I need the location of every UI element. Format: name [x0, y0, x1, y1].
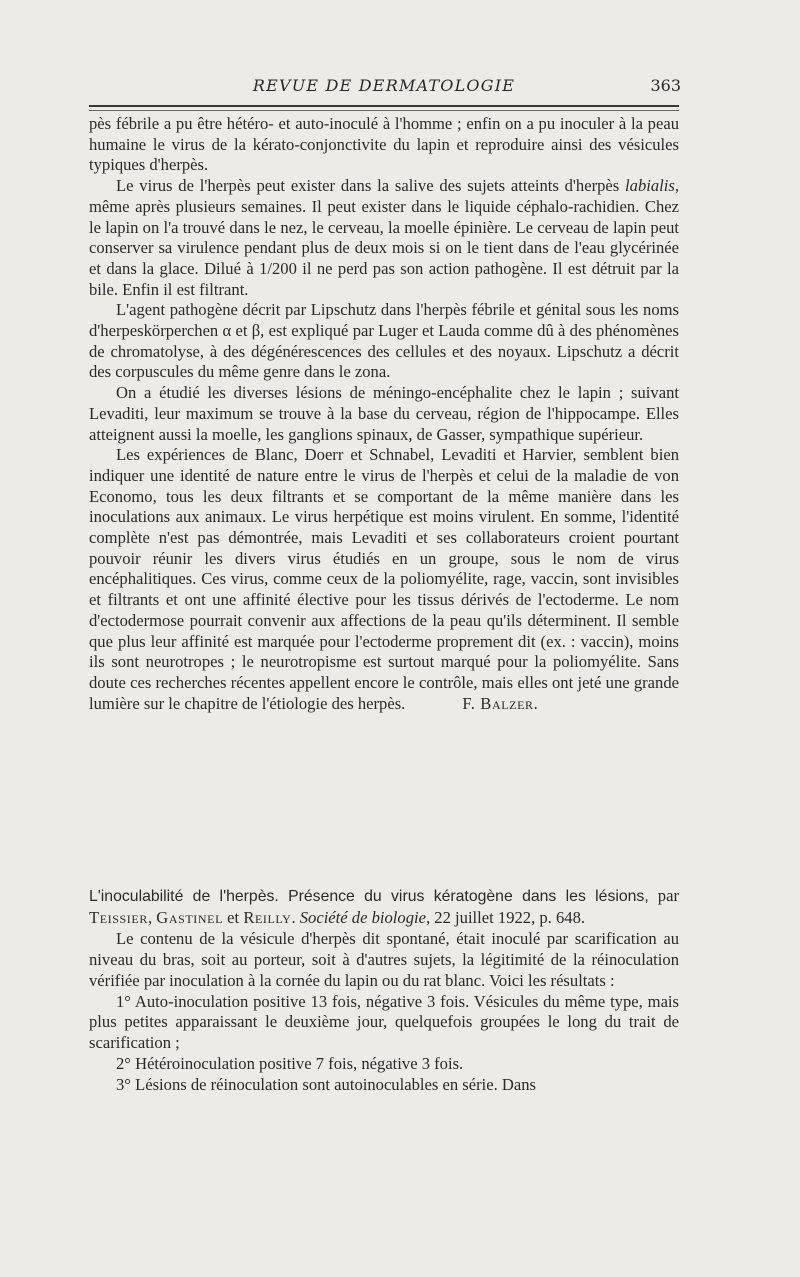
author-name: Gastinel — [156, 907, 224, 927]
article-review — [89, 886, 679, 1096]
text-run: , même après plusieurs semaines. Il peut exister dans le liquide céphalo-rachidien. Chez le lapin on l'a trouvé dans le nez, le cerveau, la moelle épinière. Le cerveau de lapin peut conserver sa virulence pendant plus de deux mois si on le tient dans de l'eau glycérinée et dans la glace. Dilué à 1/200 il ne perd pas son action pathogène. Il est détruit par la bile. Enfin il est filtrant. — [89, 176, 679, 299]
text-run: et — [223, 907, 244, 927]
article-heading: L'inoculabilité de l'herpès. Présence du virus kératogène dans les lésions, par Teissier, Gastinel et Reilly. Société de biologie, 22 juillet 1922, p. 648. — [89, 886, 679, 927]
list-item: 1° Auto-inoculation positive 13 fois, négative 3 fois. Vésicules du même type, mais plus petites apparaissant le deuxième jour, quelquefois groupées le long du trait de scarification ; — [89, 991, 679, 1053]
italic-term: labialis — [625, 176, 675, 196]
page-number: 363 — [650, 76, 681, 95]
paragraph: On a étudié les diverses lésions de méningo-encéphalite chez le lapin ; suivant Levaditi, leur maximum se trouve à la base du cerveau, région de l'hippocampe. Elles atteignent aussi la moelle, les ganglions spinaux, de Gasser, sympathique supérieur. — [89, 383, 679, 444]
review-text — [89, 114, 679, 714]
running-header — [87, 76, 681, 100]
author-name: Reilly — [243, 907, 292, 927]
paragraph: pès fébrile a pu être hétéro- et auto-inoculé à l'homme ; enfin on a pu inoculer à la peau humaine le virus de la kérato-conjonctivite du lapin et reproduire ainsi des vésicules typiques d'herpès. — [89, 114, 679, 175]
article-title: L'inoculabilité de l'herpès. Présence du virus kératogène dans les lésions, — [89, 888, 649, 905]
header-rule — [89, 105, 679, 107]
header-rule-thin — [89, 110, 679, 111]
list-item: 3° Lésions de réinoculation sont autoinoculables en série. Dans — [116, 1075, 536, 1095]
text-run: Les expériences de Blanc, Doerr et Schnabel, Levaditi et Harvier, semblent bien indiquer une identité de nature entre le virus de l'herpès et celui de la maladie de von Economo, tous les deux filtrants et se comportant de la même manière dans les inoculations aux animaux. Le virus herpétique est moins virulent. En somme, l'identité complète n'est pas démontrée, mais Levaditi et ses collaborateurs croient pourtant pouvoir réunir les divers virus étudiés en un groupe, sous le nom de virus encéphalitiques. Ces virus, comme ceux de la poliomyélite, rage, vaccin, sont invisibles et filtrants et ont une affinité élective pour les tissus dérivés de l'ectoderme. Le nom d'ectodermose pourrait convenir aux affections de la peau qu'ils déterminent. Il semble que plus leur affinité est marquée pour l'ectoderme proprement dit (ex. : vaccin), moins ils sont neurotropes ; le neurotropisme est surtout marqué pour la poliomyélite. Sans doute ces recherches récentes appellent encore le contrôle, mais elles ont jeté une grande lumière sur le chapitre de l'étiologie des herpès. — [89, 445, 679, 713]
journal-title: REVUE DE DERMATOLOGIE — [252, 76, 516, 95]
text-run: Le virus de l'herpès peut exister dans la salive des sujets atteints d'herpès — [116, 176, 626, 196]
text-run: par — [648, 886, 679, 905]
author-name: Teissier — [89, 907, 148, 927]
journal-name: Société de biologie — [299, 907, 426, 927]
list-item: 2° Hétéroinoculation positive 7 fois, négative 3 fois. — [116, 1054, 464, 1074]
author-signature: F. Balzer. — [462, 693, 539, 713]
paragraph — [89, 176, 679, 300]
citation-date: , 22 juillet 1922, p. 648. — [426, 907, 586, 927]
paragraph: Le contenu de la vésicule d'herpès dit spontané, était inoculé par scarification au niveau du bras, soit au porteur, soit à d'autres sujets, la légitimité de la réinoculation vérifiée par inoculation à la cornée du lapin ou du rat blanc. Voici les résultats : — [89, 928, 679, 990]
paragraph: L'agent pathogène décrit par Lipschutz dans l'herpès fébrile et génital sous les noms d'herpeskörperchen α et β, est expliqué par Luger et Lauda comme dû à des phénomènes de chromatolyse, à des dégénérescences des cellules et des noyaux. Lipschutz a décrit des corpuscules du même genre dans le zona. — [89, 300, 679, 382]
paragraph — [89, 445, 679, 714]
